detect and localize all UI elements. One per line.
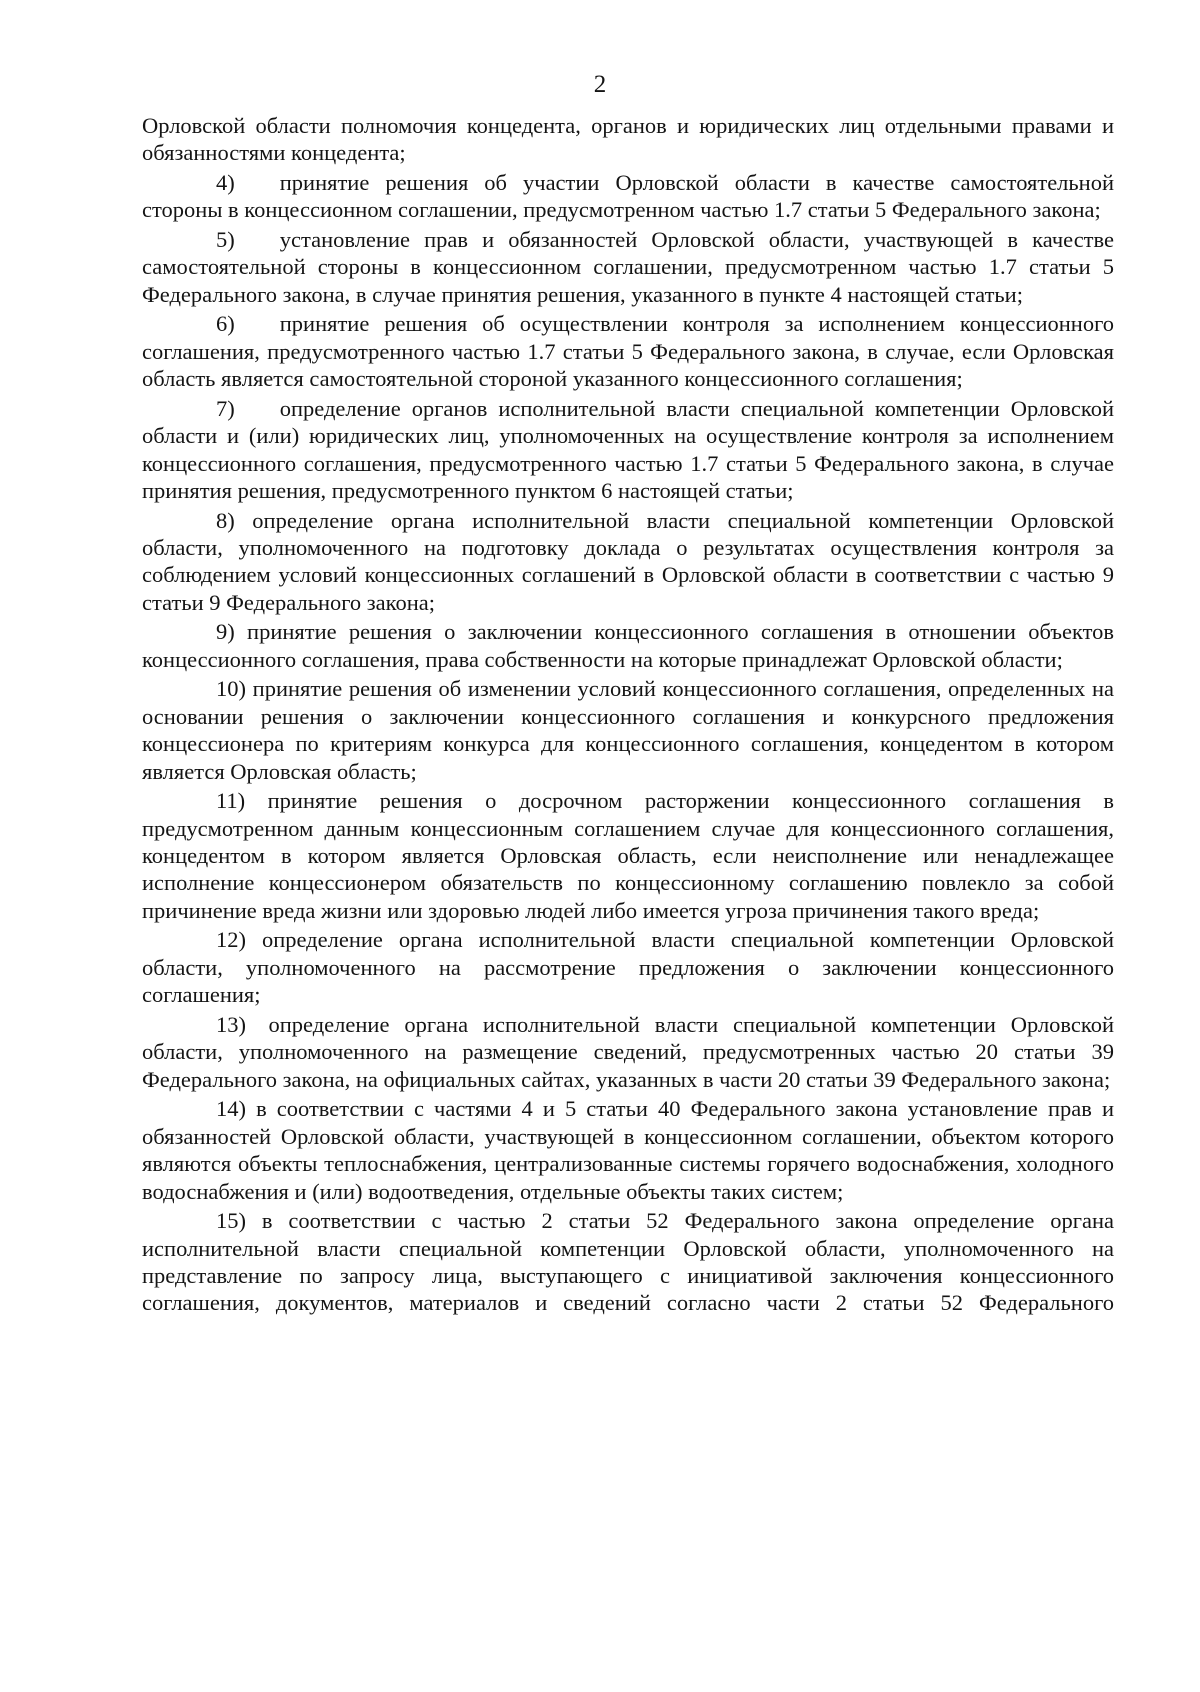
list-item-10: 10) принятие решения об изменении условий концессионного соглашения, определенных на основании решения о заключении концессионного соглашения и конкурсного предложения концессионера по критериям конкурса для концессионного соглашения, концедентом в котором является Орловская область; — [142, 676, 1114, 784]
paragraph-continuation: Орловской области полномочия концедента, органов и юридических лиц отдельными правами и обязанностями концедента; — [142, 113, 1114, 166]
list-item-14: 14) в соответствии с частями 4 и 5 статьи 40 Федерального закона установление прав и обязанностей Орловской области, участвующей в концессионном соглашении, объектом которого являются объекты теплоснабжения, централизованные системы горячего водоснабжения, холодного водоснабжения и (или) водоотведения, отдельные объекты таких систем; — [142, 1096, 1114, 1204]
list-item-8: 8) определение органа исполнительной власти специальной компетенции Орловской области, уполномоченного на подготовку доклада о результатах осуществления контроля за соблюдением условий концессионных соглашений в Орловской области в соответствии с частью 9 статьи 9 Федерального закона; — [142, 507, 1114, 615]
page-number: 2 — [593, 71, 607, 98]
list-item-9: 9) принятие решения о заключении концессионного соглашения в отношении объектов концессионного соглашения, права собственности на которые принадлежат Орловской области; — [142, 619, 1114, 672]
document-body — [142, 112, 1114, 1319]
list-item-5: 5) установление прав и обязанностей Орловской области, участвующей в качестве самостоятельной стороны в концессионном соглашении, предусмотренном частью 1.7 статьи 5 Федерального закона, в случае принятия решения, указанного в пункте 4 настоящей статьи; — [142, 227, 1114, 307]
list-item-13: 13) определение органа исполнительной власти специальной компетенции Орловской области, уполномоченного на размещение сведений, предусмотренных частью 20 статьи 39 Федерального закона, на официальных сайтах, указанных в части 20 статьи 39 Федерального закона; — [142, 1011, 1114, 1092]
list-item-7: 7) определение органов исполнительной власти специальной компетенции Орловской области и (или) юридических лиц, уполномоченных на осуществление контроля за исполнением концессионного соглашения, предусмотренного частью 1.7 статьи 5 Федерального закона, в случае принятия решения, предусмотренного пунктом 6 настоящей статьи; — [142, 395, 1114, 504]
list-item-6: 6) принятие решения об осуществлении контроля за исполнением концессионного соглашения, предусмотренного частью 1.7 статьи 5 Федерального закона, в случае, если Орловская область является самостоятельной стороной указанного концессионного соглашения; — [142, 311, 1114, 392]
list-item-15: 15) в соответствии с частью 2 статьи 52 Федерального закона определение органа исполнительной власти специальной компетенции Орловской области, уполномоченного на представление по запросу лица, выступающего с инициативой заключения концессионного соглашения, документов, материалов и сведений согласно части 2 статьи 52 Федерального — [142, 1208, 1114, 1316]
list-item-4: 4) принятие решения об участии Орловской области в качестве самостоятельной стороны в концессионном соглашении, предусмотренном частью 1.7 статьи 5 Федерального закона; — [142, 170, 1114, 223]
list-item-12: 12) определение органа исполнительной власти специальной компетенции Орловской области, уполномоченного на рассмотрение предложения о заключении концессионного соглашения; — [142, 927, 1114, 1008]
list-item-11: 11) принятие решения о досрочном расторжении концессионного соглашения в предусмотренном данным концессионным соглашением случае для концессионного соглашения, концедентом в котором является Орловская область, если неисполнение или ненадлежащее исполнение концессионером обязательств по концессионному соглашению повлекло за собой причинение вреда жизни или здоровью людей либо имеется угроза причинения такого вреда; — [142, 788, 1114, 923]
